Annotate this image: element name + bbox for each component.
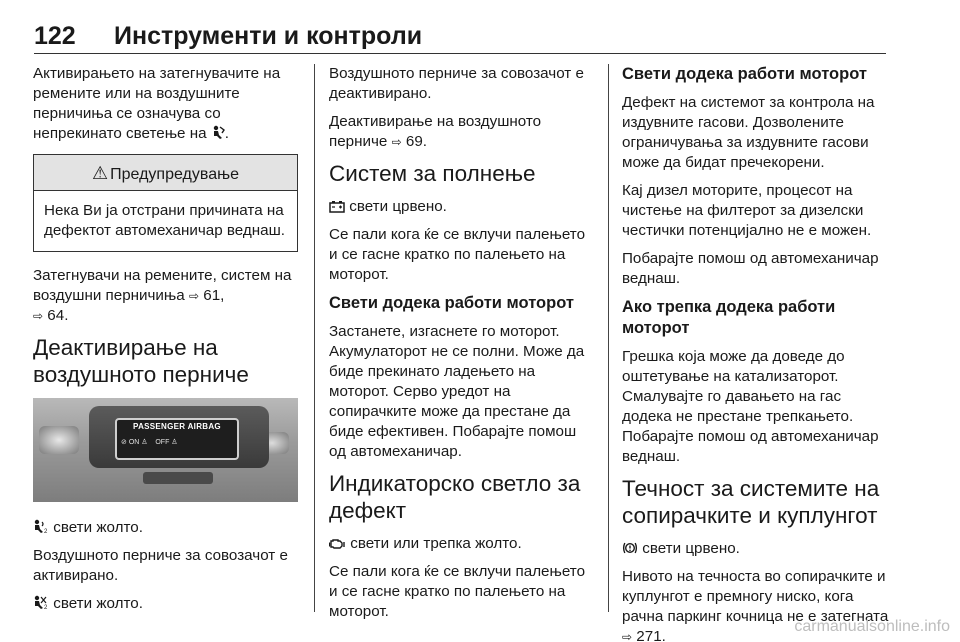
watermark: carmanualsonline.info xyxy=(794,618,950,635)
page-header xyxy=(34,14,886,54)
panel-label: PASSENGER AIRBAG xyxy=(133,422,221,431)
paragraph: Воздушното перниче за совозачот е деактивирано. xyxy=(329,65,584,102)
subsection-heading: Свети додека работи моторот xyxy=(622,65,867,83)
paragraph: Се пали кога ќе се вклучи палењето и се гасне кратко по палењето на моторот. xyxy=(329,226,586,283)
paragraph: 2 свети жолто. xyxy=(33,594,301,614)
airbag-seatbelt-icon xyxy=(211,125,225,140)
page-reference-icon: ⇨ xyxy=(622,630,633,642)
page-reference[interactable]: 64. xyxy=(47,307,69,324)
airbag-on-icon: ♙ xyxy=(141,439,148,446)
warning-text: Нека Ви ја отстрани причината на дефектот автомеханичар веднаш. xyxy=(44,202,285,239)
paragraph: Затегнувачи на ремените, систем на воздушни перничиња ⇨ 61, ⇨ 64. xyxy=(33,267,292,324)
paragraph: Воздушното перниче за совозачот е активирано. xyxy=(33,547,288,584)
page-reference[interactable]: 61, xyxy=(203,287,225,304)
battery-icon xyxy=(329,200,345,213)
paragraph: Активирањето на затегнувачите на ремените или на воздушните перничиња се означува со непрекинато светење на . xyxy=(33,65,281,142)
chapter-title: Инструменти и контроли xyxy=(114,22,423,50)
paragraph: свети или трепка жолто. xyxy=(329,534,597,554)
panel-icons: ⊘ ON ♙ OFF ♙ xyxy=(121,439,178,446)
airbag-off-icon: ♙ xyxy=(171,439,178,446)
brake-fluid-icon xyxy=(622,541,638,555)
page-reference[interactable]: 69. xyxy=(405,133,428,150)
page-reference[interactable]: 271. xyxy=(636,628,666,642)
airbag-indicator-photo xyxy=(33,398,298,502)
warning-title: ⚠ Предупредување xyxy=(34,155,297,191)
page-reference-icon: ⇨ xyxy=(33,309,44,323)
paragraph: свети црвено. xyxy=(329,197,597,217)
warning-triangle-icon: ⚠ xyxy=(92,163,109,183)
paragraph: Деактивирање на воздушното перниче ⇨ 69. xyxy=(329,113,542,150)
section-heading: Течност за системите на сопирачките и куплунгот xyxy=(622,476,880,528)
paragraph: Се пали кога ќе се вклучи палењето и се гасне кратко по палењето на моторот. xyxy=(329,563,586,620)
check-engine-icon xyxy=(329,537,346,550)
svg-text:2: 2 xyxy=(44,529,48,534)
column-3 xyxy=(622,64,890,642)
section-heading: Систем за полнење xyxy=(329,161,536,186)
ceiling-light xyxy=(39,426,79,454)
paragraph: Грешка која може да доведе до оштетување на катализаторот. Смалувајте го давањето на гас додека не престане трепкањето. Побарајте помош од автомеханичар веднаш. xyxy=(622,348,879,465)
console-lower-panel xyxy=(143,472,213,484)
airbag-crossed-icon: ⊘ xyxy=(121,439,127,446)
column-divider xyxy=(608,64,609,612)
airbag-off-indicator-icon xyxy=(33,595,49,610)
paragraph: Нивото на течноста во сопирачките и куплунгот е премногу ниско, кога рачна паркинг кочница не е затегната ⇨ 271. xyxy=(622,567,890,642)
page-reference-icon: ⇨ xyxy=(188,289,200,303)
paragraph: Застанете, изгаснете го моторот. Акумулаторот не се полни. Може да биде прекинато ладењето на моторот. Серво уредот на сопирачките може да престане да биде ефективен. Побарајте помош од автомеханичар. xyxy=(329,323,585,460)
column-divider xyxy=(314,64,315,612)
paragraph: 2 свети жолто. xyxy=(33,518,301,538)
warning-box xyxy=(33,154,298,252)
airbag-on-indicator-icon xyxy=(33,519,49,534)
subsection-heading: Свети додека работи моторот xyxy=(329,294,574,312)
page-number: 122 xyxy=(34,22,76,50)
paragraph: Дефект на системот за контрола на издувните гасови. Дозволените ограничувања за издувните гасови може да бидат пречекорени. xyxy=(622,94,875,171)
paragraph: свети црвено. xyxy=(622,539,890,559)
column-1 xyxy=(33,64,301,622)
section-heading: Деактивирање на воздушното перниче xyxy=(33,335,249,387)
paragraph: Кај дизел моторите, процесот на чистење на филтерот за дизелски честички потенцијално не е можен. xyxy=(622,182,872,239)
svg-text:2: 2 xyxy=(44,605,48,610)
paragraph: Побарајте помош од автомеханичар веднаш. xyxy=(622,250,879,287)
page-reference-icon: ⇨ xyxy=(391,135,402,149)
passenger-airbag-panel xyxy=(115,418,239,460)
column-2 xyxy=(329,64,597,630)
subsection-heading: Ако трепка додека работи моторот xyxy=(622,298,836,337)
section-heading: Индикаторско светло за дефект xyxy=(329,471,581,523)
